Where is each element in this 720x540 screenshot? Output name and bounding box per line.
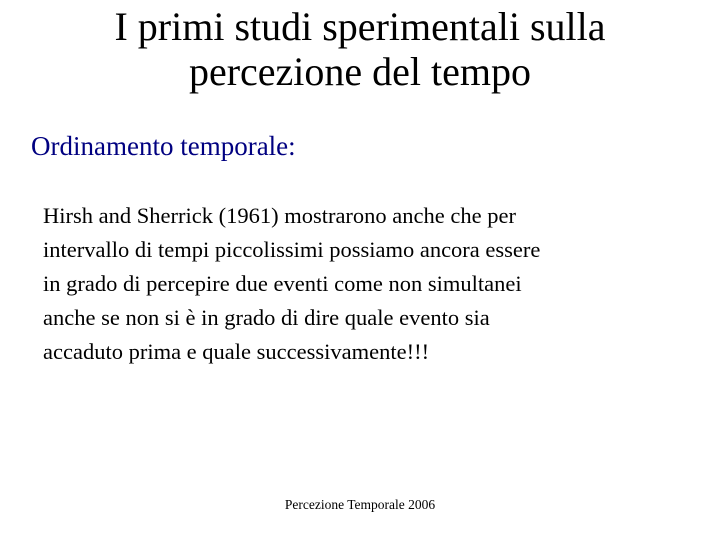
body-line-4: anche se non si è in grado di dire quale evento sia: [43, 305, 490, 330]
body-line-1: Hirsh and Sherrick (1961) mostrarono anche che per: [43, 203, 516, 228]
body-line-3: in grado di percepire due eventi come non simultanei: [43, 271, 522, 296]
body-line-2: intervallo di tempi piccolissimi possiamo ancora essere: [43, 237, 541, 262]
section-heading: Ordinamento temporale:: [31, 131, 296, 161]
body-paragraph: [43, 199, 693, 369]
slide-title-line-2: percezione del tempo: [188, 49, 532, 94]
slide-title-line-1: I primi studi sperimentali sulla: [114, 4, 606, 49]
body-line-5: accaduto prima e quale successivamente!!!: [43, 339, 430, 364]
slide-footer: Percezione Temporale 2006: [284, 497, 436, 512]
slide-title: [40, 4, 680, 94]
